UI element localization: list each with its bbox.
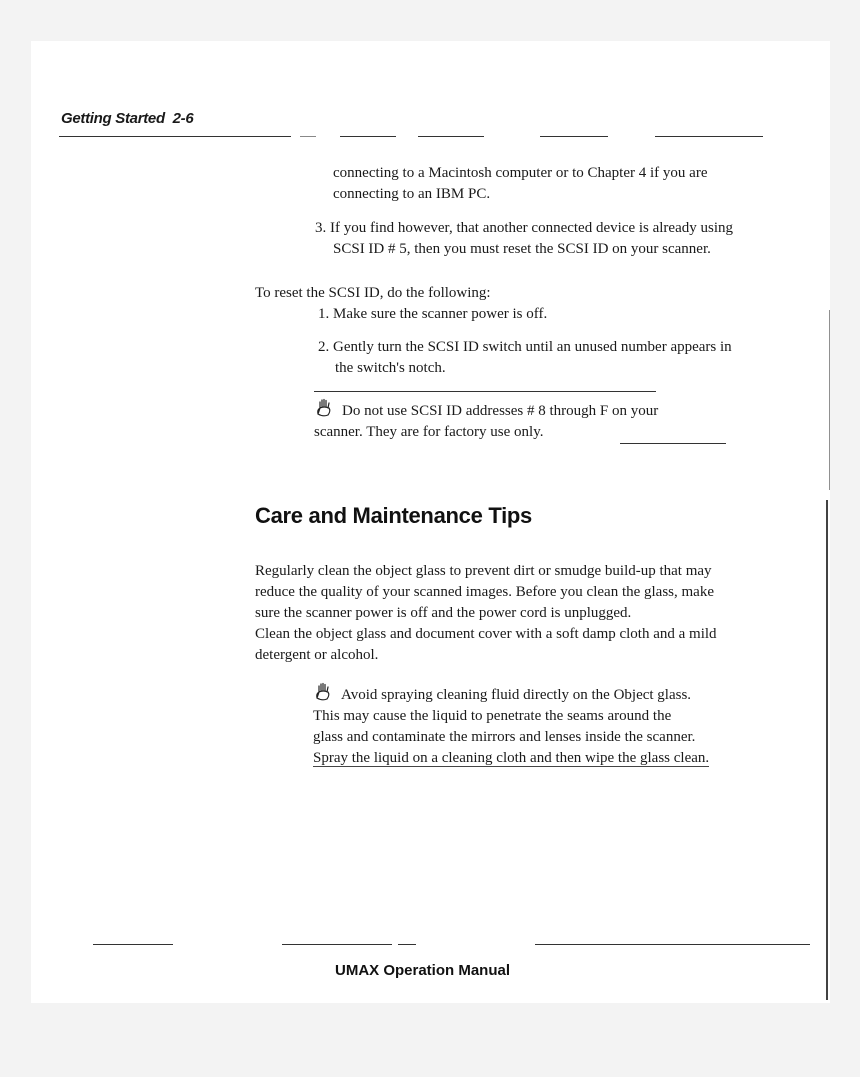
step-3: [315, 218, 820, 260]
scan-edge-bar: [826, 500, 828, 1000]
care-paragraph-1: [255, 561, 815, 624]
hand-icon: [314, 398, 336, 418]
section-heading: Care and Maintenance Tips: [255, 503, 532, 528]
text-line: connecting to an IBM PC.: [333, 186, 491, 202]
header-rule-dash: [300, 136, 316, 137]
text-line: connecting to a Macintosh computer or to Chapter 4 if you are: [333, 165, 708, 181]
text-line: sure the scanner power is off and the power cord is unplugged.: [255, 605, 632, 621]
text-line: Avoid spraying cleaning fluid directly on the Object glass.: [341, 687, 692, 703]
text-line: SCSI ID # 5, then you must reset the SCSI ID on your scanner.: [333, 241, 711, 257]
text-line: the switch's notch.: [335, 360, 446, 376]
note-cleaning: [313, 682, 783, 769]
note-factory-use: [314, 398, 744, 443]
step-number: 1.: [318, 306, 330, 322]
text-line: detergent or alcohol.: [255, 647, 379, 663]
footer-title: UMAX Operation Manual: [335, 962, 511, 979]
text-line: Gently turn the SCSI ID switch until an unused number appears in: [333, 339, 732, 355]
text-line: Make sure the scanner power is off.: [333, 306, 548, 322]
text-line: Regularly clean the object glass to prevent dirt or smudge build-up that may: [255, 563, 712, 579]
hand-icon: [313, 682, 335, 702]
reset-intro: To reset the SCSI ID, do the following:: [255, 285, 491, 301]
text-line: This may cause the liquid to penetrate the seams around the: [313, 708, 672, 724]
running-header: [61, 110, 193, 127]
step-number: 3.: [315, 220, 327, 236]
care-paragraph-2: [255, 624, 815, 666]
header-rule-dash: [540, 136, 608, 137]
text-line: Spray the liquid on a cleaning cloth and then wipe the glass clean.: [313, 750, 710, 766]
reset-step-2: [318, 337, 823, 379]
header-rule-dash: [418, 136, 484, 137]
step-number: 2.: [318, 339, 330, 355]
header-title: Getting Started: [61, 110, 165, 127]
scan-edge-mark: [829, 310, 830, 490]
footer-rule-dash: [398, 944, 416, 945]
continuation-paragraph: [333, 163, 803, 205]
header-rule-dash: [340, 136, 396, 137]
reset-step-1: [318, 304, 547, 325]
footer-rule-dash: [93, 944, 173, 945]
footer-rule-dash: [535, 944, 810, 945]
note-rule-bottom: [620, 443, 726, 444]
footer-rule-dash: [282, 944, 392, 945]
text-line: Clean the object glass and document cover with a soft damp cloth and a mild: [255, 626, 717, 642]
text-line: reduce the quality of your scanned images. Before you clean the glass, make: [255, 584, 715, 600]
header-rule: [59, 136, 291, 137]
text-line: scanner. They are for factory use only.: [314, 424, 544, 440]
text-line: If you find however, that another connected device is already using: [330, 220, 734, 236]
header-rule-dash: [655, 136, 763, 137]
text-line: Do not use SCSI ID addresses # 8 through F on your: [342, 403, 659, 419]
header-page-number: 2-6: [172, 110, 194, 127]
text-line: glass and contaminate the mirrors and lenses inside the scanner.: [313, 729, 696, 745]
note-rule-top: [314, 391, 656, 392]
